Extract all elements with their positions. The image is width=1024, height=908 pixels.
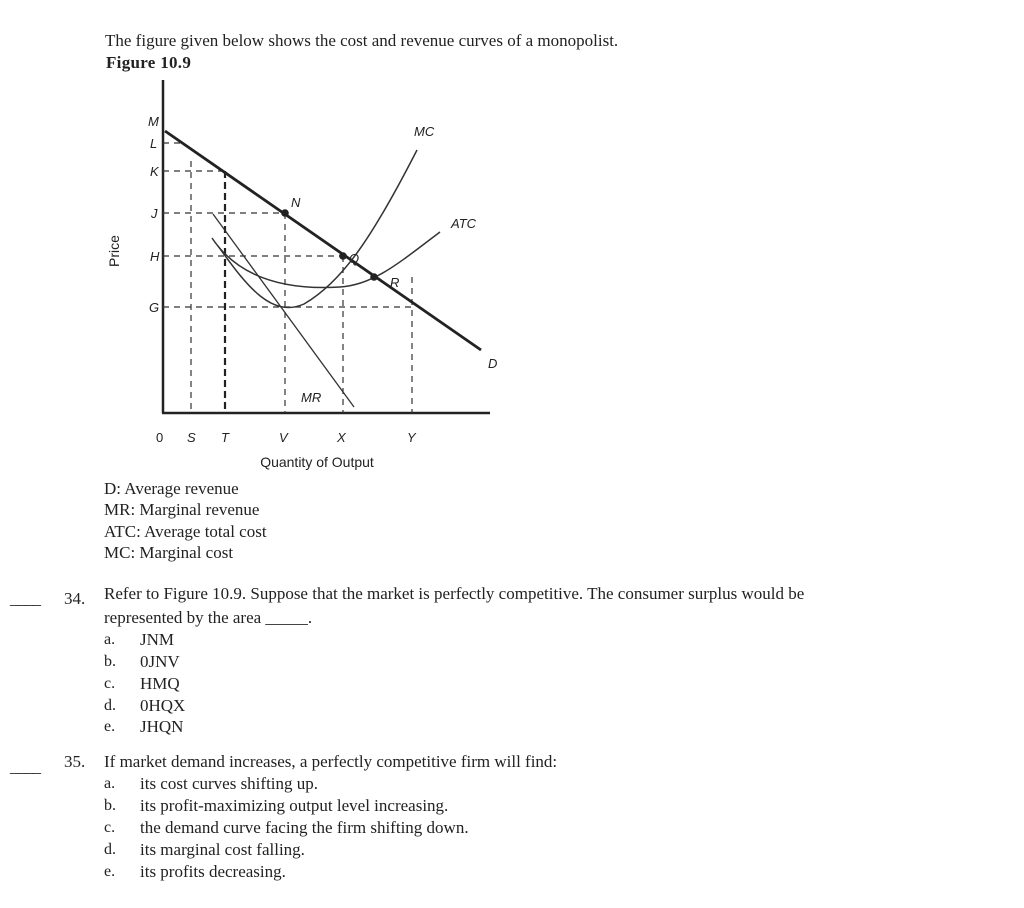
intro-text: The figure given below shows the cost and revenue curves of a monopolist.	[105, 31, 619, 50]
option-text[interactable]: JHQN	[140, 717, 184, 736]
label-mc: MC	[414, 124, 435, 139]
tick-s: S	[187, 430, 196, 445]
point-r	[370, 273, 378, 281]
option-text[interactable]: HMQ	[140, 674, 180, 693]
label-n: N	[291, 195, 301, 210]
tick-y: Y	[407, 430, 416, 445]
point-q	[339, 252, 347, 260]
option-text[interactable]: 0JNV	[140, 652, 180, 671]
option-text[interactable]: its cost curves shifting up.	[140, 774, 319, 793]
option-letter: c.	[104, 675, 116, 692]
option-letter: d.	[104, 841, 116, 858]
y-axis-label: Price	[106, 235, 122, 267]
option-text[interactable]: its marginal cost falling.	[140, 840, 305, 859]
question-34-text-line2: represented by the area _____.	[104, 608, 313, 627]
option-text[interactable]: its profits decreasing.	[140, 862, 286, 881]
option-letter: a.	[104, 631, 116, 648]
question-number-34: 34.	[64, 589, 86, 608]
figure-title: Figure 10.9	[106, 53, 192, 72]
legend-item-mr: MR: Marginal revenue	[104, 500, 260, 519]
option-letter: e.	[104, 863, 116, 880]
answer-blank-34[interactable]: ____	[10, 589, 40, 608]
tick-v: V	[279, 430, 288, 445]
option-text[interactable]: its profit-maximizing output level increasing.	[140, 796, 449, 815]
mr-curve	[213, 214, 354, 407]
tick-l: L	[150, 136, 158, 151]
label-mr: MR	[301, 390, 322, 405]
option-letter: b.	[104, 797, 116, 814]
tick-m: M	[148, 114, 159, 129]
option-text[interactable]: JNM	[140, 630, 175, 649]
legend-item-mc: MC: Marginal cost	[104, 543, 234, 562]
tick-j: J	[151, 206, 158, 221]
option-letter: d.	[104, 697, 116, 714]
question-35-text-line1: If market demand increases, a perfectly competitive firm will find:	[104, 752, 558, 771]
tick-g: G	[149, 300, 160, 315]
label-r: R	[390, 275, 400, 290]
legend-item-d: D: Average revenue	[104, 479, 239, 498]
tick-k: K	[150, 164, 159, 179]
option-letter: b.	[104, 653, 116, 670]
option-letter: e.	[104, 718, 116, 735]
label-q: Q	[349, 251, 360, 266]
option-text[interactable]: the demand curve facing the firm shifting down.	[140, 818, 469, 837]
option-letter: c.	[104, 819, 116, 836]
tick-t: T	[221, 430, 229, 445]
legend-item-atc: ATC: Average total cost	[104, 522, 267, 541]
tick-0: 0	[156, 430, 164, 445]
tick-x: X	[337, 430, 346, 445]
x-axis-label: Quantity of Output	[260, 454, 374, 470]
tick-h: H	[150, 249, 160, 264]
demand-curve	[165, 131, 481, 350]
option-letter: a.	[104, 775, 116, 792]
point-n	[281, 209, 289, 217]
label-atc: ATC	[451, 216, 477, 231]
option-text[interactable]: 0HQX	[140, 696, 186, 715]
question-number-35: 35.	[64, 752, 86, 771]
question-34-text-line1: Refer to Figure 10.9. Suppose that the market is perfectly competitive. The consumer surplus would be	[104, 584, 805, 603]
answer-blank-35[interactable]: ____	[10, 757, 40, 776]
label-d: D	[488, 356, 498, 371]
